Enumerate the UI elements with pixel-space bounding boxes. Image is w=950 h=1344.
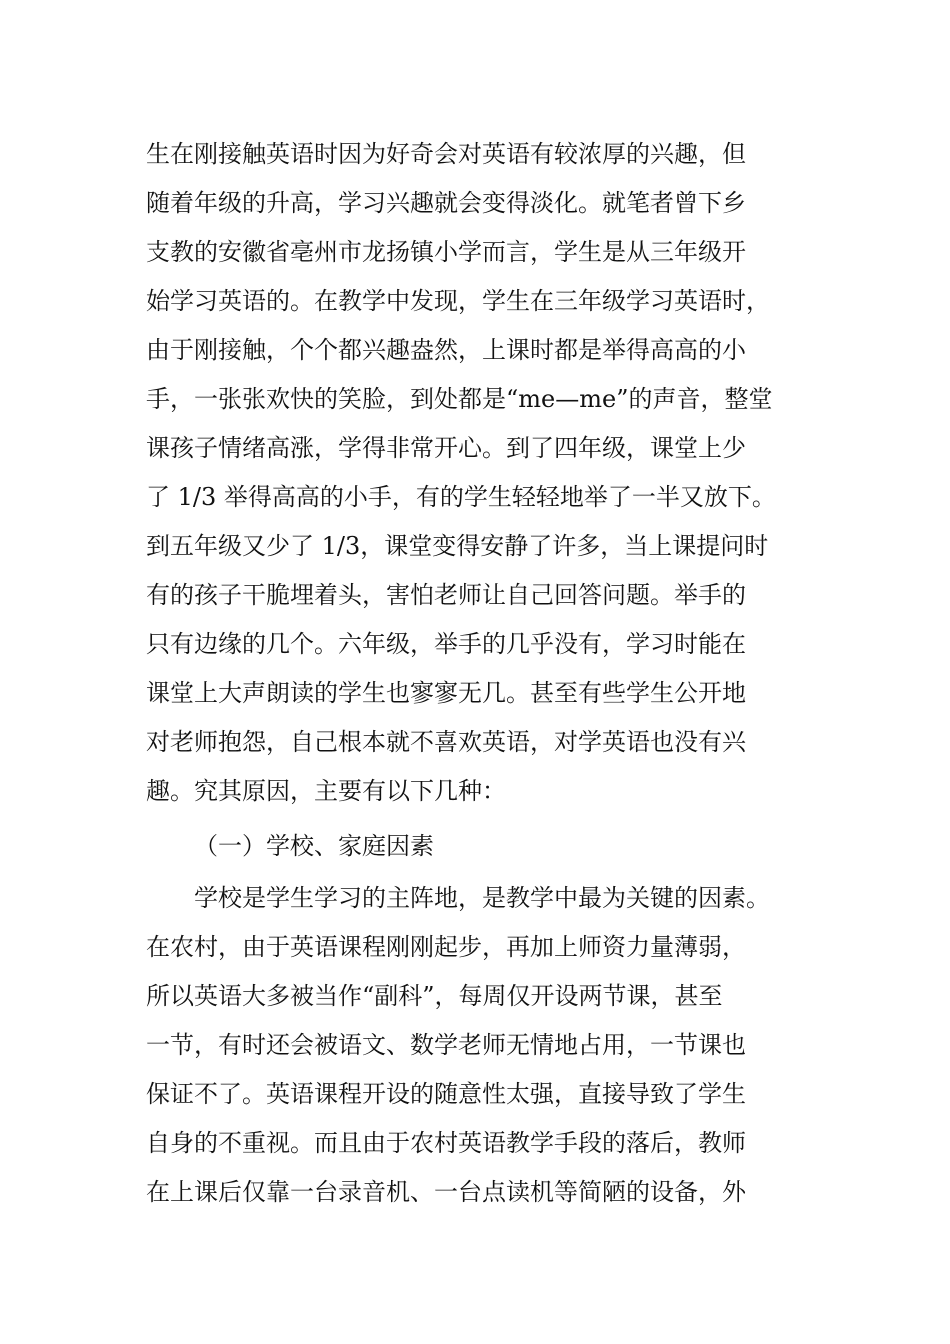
text-line: 随着年级的升高，学习兴趣就会变得淡化。就笔者曾下乡 [146, 189, 746, 217]
text-line: 始学习英语的。在教学中发现，学生在三年级学习英语时， [146, 287, 770, 315]
text-line: 对老师抱怨，自己根本就不喜欢英语，对学英语也没有兴 [146, 728, 746, 756]
text-line: 有的孩子干脆埋着头，害怕老师让自己回答问题。举手的 [146, 581, 746, 609]
text-line: 手，一张张欢快的笑脸，到处都是“me—me”的声音，整堂 [146, 385, 773, 413]
text-line: 自身的不重视。而且由于农村英语教学手段的落后，教师 [146, 1129, 746, 1157]
text-line: 到五年级又少了 1/3，课堂变得安静了许多，当上课提问时 [146, 532, 769, 560]
text-line: 了 1/3 举得高高的小手，有的学生轻轻地举了一半又放下。 [146, 483, 776, 511]
text-line: 生在刚接触英语时因为好奇会对英语有较浓厚的兴趣，但 [146, 140, 746, 168]
section-heading: （一）学校、家庭因素 [194, 832, 434, 860]
text-line: 由于刚接触，个个都兴趣盎然，上课时都是举得高高的小 [146, 336, 746, 364]
text-line: 课堂上大声朗读的学生也寥寥无几。甚至有些学生公开地 [146, 679, 746, 707]
text-line: 在上课后仅靠一台录音机、一台点读机等简陋的设备，外 [146, 1178, 746, 1206]
text-line: 保证不了。英语课程开设的随意性太强，直接导致了学生 [146, 1080, 746, 1108]
text-line: 只有边缘的几个。六年级，举手的几乎没有，学习时能在 [146, 630, 746, 658]
paragraph-first-line: 学校是学生学习的主阵地，是教学中最为关键的因素。 [194, 884, 770, 912]
text-line: 所以英语大多被当作“副科”，每周仅开设两节课，甚至 [146, 982, 723, 1010]
text-line: 支教的安徽省亳州市龙扬镇小学而言，学生是从三年级开 [146, 238, 746, 266]
text-line: 趣。究其原因，主要有以下几种： [146, 777, 506, 805]
text-line: 在农村，由于英语课程刚刚起步，再加上师资力量薄弱， [146, 933, 746, 961]
text-line: 一节，有时还会被语文、数学老师无情地占用，一节课也 [146, 1031, 746, 1059]
text-line: 课孩子情绪高涨，学得非常开心。到了四年级，课堂上少 [146, 434, 746, 462]
